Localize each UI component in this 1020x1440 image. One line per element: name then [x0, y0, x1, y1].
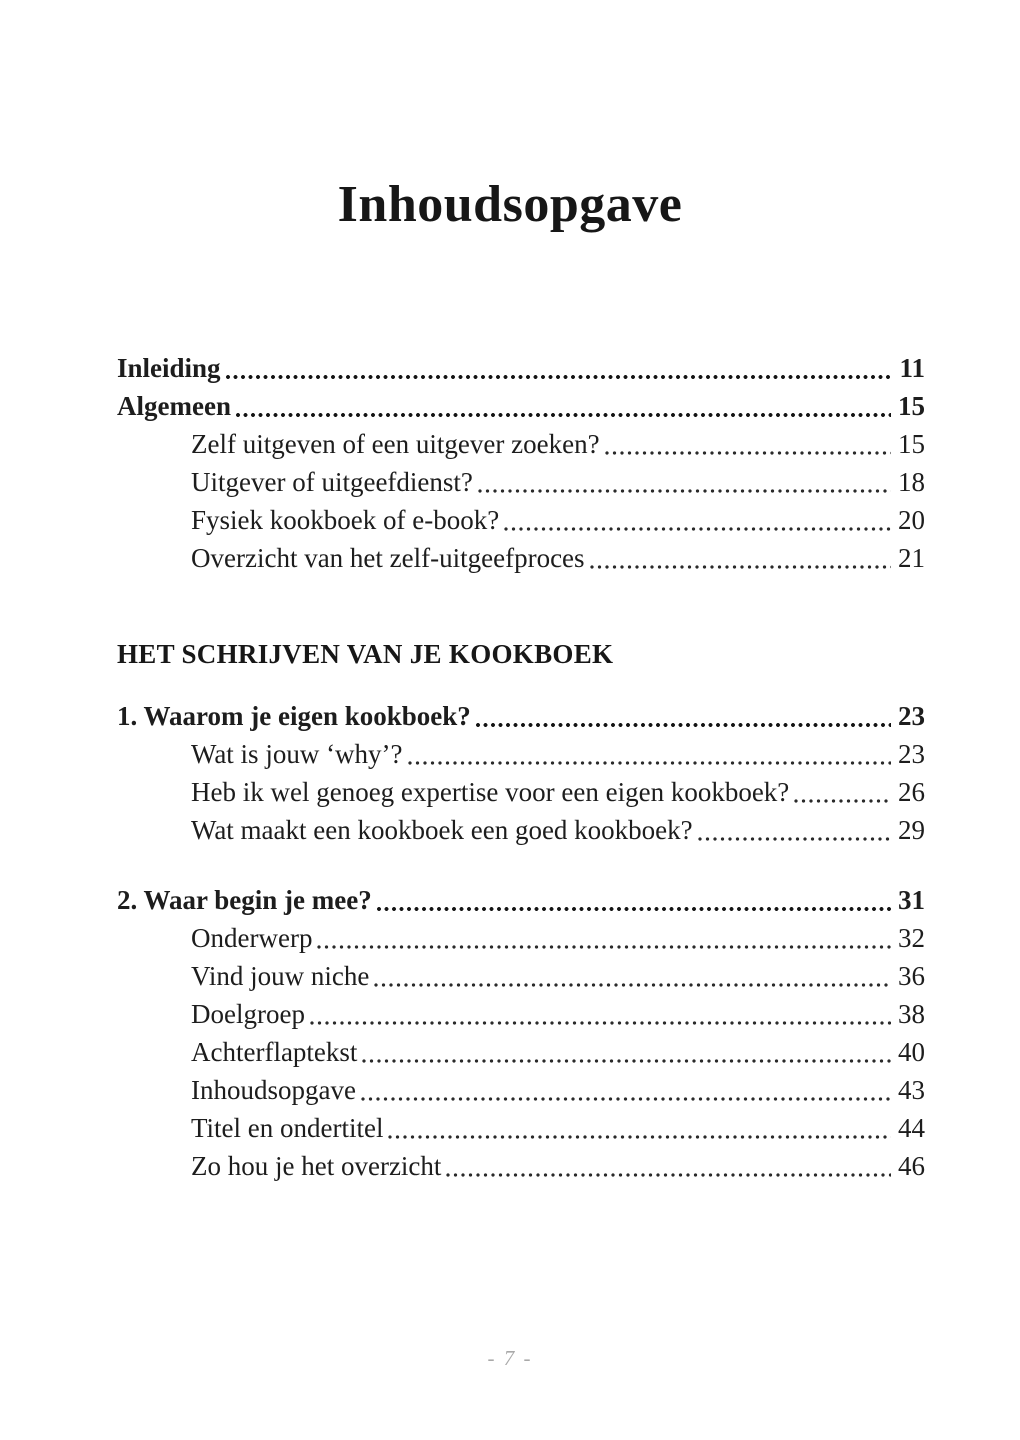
toc-entry-label: Inhoudsopgave	[191, 1075, 356, 1105]
toc-entry	[117, 463, 925, 501]
toc-entry	[117, 1033, 925, 1071]
toc-entry	[117, 501, 925, 539]
toc-entry-label: Wat maakt een kookboek een goed kookboek?	[191, 815, 693, 845]
toc-entry-label: 2. Waar begin je mee?	[117, 885, 372, 915]
toc-entry-page: 15	[898, 429, 925, 459]
section-heading: HET SCHRIJVEN VAN JE KOOKBOEK	[117, 639, 614, 669]
toc-entry-page: 18	[898, 467, 925, 497]
toc-entry-page: 15	[898, 391, 925, 421]
toc-entry-label: Overzicht van het zelf-uitgeefproces	[191, 543, 585, 573]
dot-leader	[794, 799, 891, 803]
toc-entry-label: Vind jouw niche	[191, 961, 370, 991]
dot-leader	[476, 723, 891, 727]
toc-entry-page: 29	[898, 815, 925, 845]
toc-entry-label: Zo hou je het overzicht	[191, 1151, 442, 1181]
dot-leader	[605, 451, 891, 455]
toc-entry-page: 31	[898, 885, 925, 915]
page-number-footer: - 7 -	[487, 1346, 533, 1370]
toc-entry-label: Wat is jouw ‘why’?	[191, 739, 403, 769]
dot-leader	[236, 413, 891, 417]
toc-entry-label: Uitgever of uitgeefdienst?	[191, 467, 473, 497]
dot-leader	[388, 1135, 891, 1139]
toc-entry-label: Heb ik wel genoeg expertise voor een eigen kookboek?	[191, 777, 790, 807]
toc-entry-label: Doelgroep	[191, 999, 305, 1029]
toc-entry	[117, 1147, 925, 1185]
dot-leader	[226, 375, 893, 379]
dot-leader	[504, 527, 891, 531]
toc-entry-algemeen	[117, 387, 925, 425]
toc-entry-page: 36	[898, 961, 925, 991]
toc-entry-label: Titel en ondertitel	[191, 1113, 384, 1143]
toc-entry	[117, 811, 925, 849]
dot-leader	[362, 1059, 891, 1063]
toc-entry-chapter-1	[117, 697, 925, 735]
toc-entry-label: Zelf uitgeven of een uitgever zoeken?	[191, 429, 600, 459]
toc-entry-page: 26	[898, 777, 925, 807]
toc-entry-page: 38	[898, 999, 925, 1029]
toc-entry-inleiding	[117, 349, 925, 387]
toc-entry-page: 11	[899, 353, 925, 383]
toc-entry-page: 21	[898, 543, 925, 573]
toc-entry	[117, 1109, 925, 1147]
dot-leader	[317, 945, 891, 949]
toc-entry-label: Algemeen	[117, 391, 231, 421]
toc-entry	[117, 995, 925, 1033]
toc-entry-label: 1. Waarom je eigen kookboek?	[117, 701, 471, 731]
toc-entry	[117, 539, 925, 577]
table-of-contents	[117, 349, 925, 1185]
toc-entry-label: Onderwerp	[191, 923, 313, 953]
toc-entry-page: 46	[898, 1151, 925, 1181]
dot-leader	[408, 761, 891, 765]
toc-entry-label: Fysiek kookboek of e-book?	[191, 505, 500, 535]
dot-leader	[478, 489, 891, 493]
toc-entry-page: 43	[898, 1075, 925, 1105]
toc-entry	[117, 425, 925, 463]
dot-leader	[446, 1173, 891, 1177]
toc-entry-page: 23	[898, 701, 925, 731]
toc-entry-page: 32	[898, 923, 925, 953]
toc-entry-page: 40	[898, 1037, 925, 1067]
toc-entry-page: 44	[898, 1113, 925, 1143]
toc-entry-chapter-2	[117, 881, 925, 919]
toc-entry-label: Achterflaptekst	[191, 1037, 358, 1067]
toc-entry	[117, 919, 925, 957]
dot-leader	[361, 1097, 891, 1101]
toc-entry-page: 23	[898, 739, 925, 769]
toc-entry-page: 20	[898, 505, 925, 535]
dot-leader	[698, 837, 891, 841]
toc-entry	[117, 957, 925, 995]
dot-leader	[374, 983, 891, 987]
toc-entry	[117, 773, 925, 811]
page-title: Inhoudsopgave	[337, 176, 683, 233]
dot-leader	[377, 907, 891, 911]
toc-entry	[117, 1071, 925, 1109]
dot-leader	[310, 1021, 891, 1025]
toc-entry	[117, 735, 925, 773]
dot-leader	[590, 565, 891, 569]
toc-entry-label: Inleiding	[117, 353, 221, 383]
